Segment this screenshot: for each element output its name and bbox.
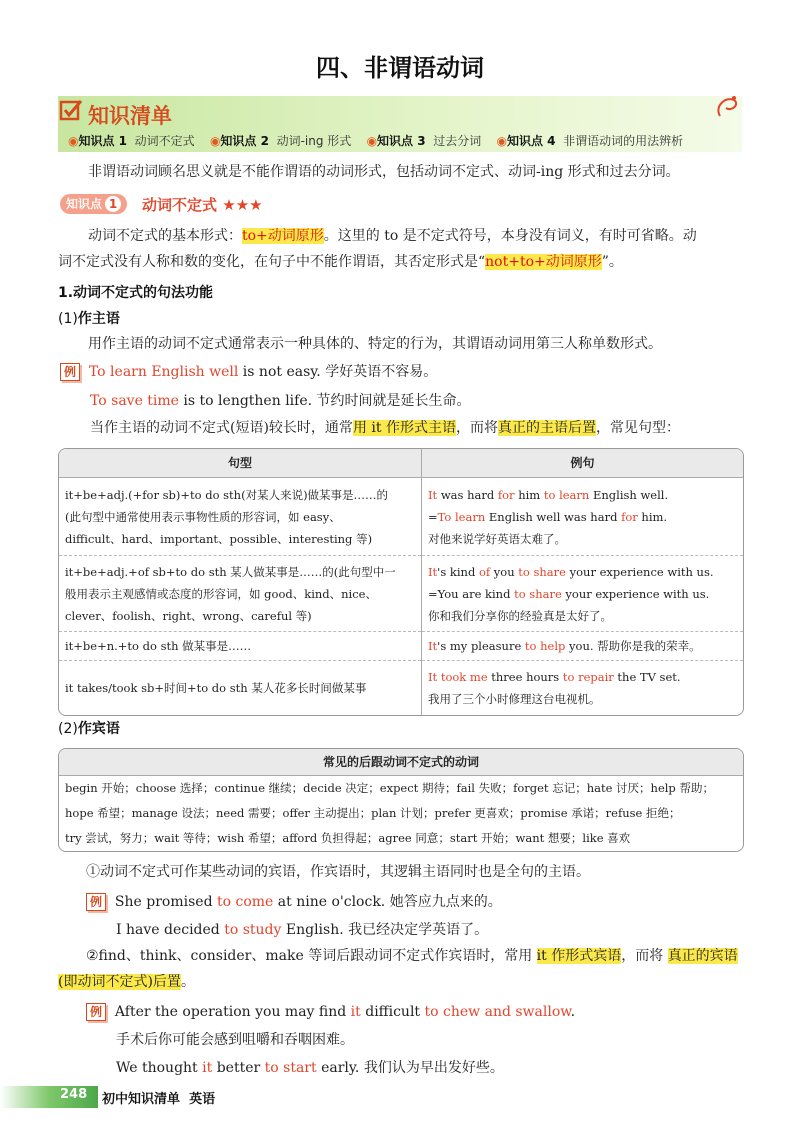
text: .: [570, 1004, 576, 1020]
box-header: 常见的后跟动词不定式的动词: [59, 749, 743, 776]
example-cell: [422, 478, 744, 556]
text: was hard: [437, 487, 498, 502]
example-line-1: [60, 360, 437, 384]
star-rating: ★★★: [222, 196, 263, 214]
text: your experience with us.: [561, 586, 710, 601]
text: English well.: [589, 487, 669, 502]
subsection-label: 作主语: [77, 311, 120, 327]
example-tag: 例: [86, 1003, 106, 1021]
text: ②find、think、consider、make 等词后跟动词不定式作宾语时，常用: [86, 948, 537, 964]
kp1-number: 1: [105, 196, 121, 212]
banner-title: 知识清单: [88, 104, 172, 128]
knowledge-points-row: ◉知识点 1 动词不定式 ◉知识点 2 动词-ing 形式 ◉知识点 3 过去分词 ◉知识点 4 非谓语动词的用法辨析: [68, 134, 684, 148]
highlight-formal-subject: 用 it 作形式主语: [352, 420, 456, 436]
red-text: It: [428, 564, 438, 579]
example-tag: 例: [60, 363, 80, 381]
example-line-3: [86, 890, 502, 914]
text: English well was hard: [485, 509, 622, 524]
red-text: It: [428, 487, 438, 502]
swirl-decoration-icon: [712, 92, 742, 122]
text: English. 我已经决定学英语了。: [281, 922, 489, 938]
page-number: 248: [60, 1087, 88, 1102]
text: ，常见句型：: [595, 420, 680, 436]
text: three hours: [487, 669, 563, 684]
text: him.: [637, 509, 668, 524]
text: 。这里的 to 是不定式符号，本身没有词义，有时可省略。动: [323, 228, 697, 244]
table-row: [59, 632, 743, 661]
text: ，而将: [621, 948, 668, 964]
text: is not easy. 学好英语不容易。: [238, 364, 438, 380]
example-cell: [422, 661, 744, 715]
long-subject-paragraph: [90, 416, 750, 440]
kp-text: 动词-ing 形式: [276, 134, 352, 148]
cell-line: [428, 506, 737, 528]
page-title: 四、非谓语动词: [316, 54, 484, 82]
checkmark-icon: [59, 98, 83, 122]
text: 。: [180, 974, 195, 990]
cell-line: [428, 561, 737, 583]
red-text: to start: [264, 1060, 317, 1076]
table-row: [59, 556, 743, 632]
text: After the operation you may find: [114, 1004, 351, 1020]
red-text: for: [621, 509, 638, 524]
text: =You are kind: [428, 586, 515, 601]
cell-line: [428, 666, 737, 688]
example-cell: [422, 556, 744, 632]
box-line: hope 希望；manage 设法；need 需要；offer 主动提出；plan 计划；prefer 更喜欢；promise 承诺；refuse 拒绝；: [65, 806, 681, 820]
text: 当作主语的动词不定式(短语)较长时，通常: [90, 420, 353, 436]
red-text: for: [497, 487, 515, 502]
intro-paragraph: 非谓语动词顾名思义就是不能作谓语的动词形式，包括动词不定式、动词-ing 形式和过去分词。: [88, 164, 680, 180]
example-line-2: [90, 389, 471, 413]
pattern-cell: [59, 632, 422, 661]
red-text: to chew and swallow: [424, 1004, 571, 1020]
book-title: 初中知识清单: [102, 1092, 181, 1107]
highlight-real-object: 真正的宾语: [667, 948, 738, 964]
kp-text: 动词不定式: [134, 134, 195, 148]
text: ，而将: [455, 420, 498, 436]
kp-label: 知识点 2: [220, 134, 269, 148]
red-text: to share: [514, 586, 562, 601]
cell-line: [428, 484, 737, 506]
text: 's my pleasure: [437, 639, 525, 653]
highlight-negative-form: not+to+动词原形: [485, 254, 602, 270]
kp1-title: [142, 194, 263, 215]
table-header: 例句: [422, 449, 744, 478]
text: early. 我们认为早出发好些。: [316, 1060, 504, 1076]
subsection-object: [58, 718, 120, 738]
kp-label: 知识点 4: [506, 134, 556, 148]
red-text: of: [478, 564, 491, 579]
object-rule-2-line1: [86, 944, 748, 968]
subject-description: 用作主语的动词不定式通常表示一种具体的、特定的行为，其谓语动词用第三人称单数形式。: [88, 336, 662, 352]
cell-line: 般用表示主观感情或态度的形容词，如 good、kind、nice、: [65, 586, 377, 601]
text: difficult: [360, 1004, 425, 1020]
red-text: to share: [518, 564, 566, 579]
example-cell: [422, 632, 744, 661]
text: at nine o'clock. 她答应九点来的。: [273, 894, 502, 910]
subsection-number: (1): [58, 311, 78, 327]
example-line-4: [116, 918, 488, 942]
section-heading-1: 1.动词不定式的句法功能: [58, 285, 214, 301]
kp1-badge: [60, 194, 127, 214]
text: ”。: [601, 254, 623, 270]
cell-line: [428, 635, 737, 657]
red-text: to help: [524, 639, 566, 653]
kp-text: 非谓语动词的用法辨析: [563, 134, 684, 148]
pattern-cell: [59, 661, 422, 715]
text: I have decided: [116, 922, 225, 938]
form-paragraph-line2: [58, 250, 748, 274]
text: him: [514, 487, 544, 502]
common-verbs-box: [58, 748, 744, 852]
red-text: to learn: [543, 487, 590, 502]
red-text: To learn English well: [88, 364, 239, 380]
cell-line: (此句型中通常使用表示事物性质的形容词，如 easy、: [65, 509, 341, 524]
cell-line: 我用了三个小时修理这台电视机。: [428, 691, 601, 706]
subsection-label: 作宾语: [77, 721, 120, 737]
text: =: [428, 509, 438, 524]
text: 's kind: [437, 564, 479, 579]
cell-line: 你和我们分享你的经验真是太好了。: [428, 608, 612, 623]
subsection-subject: [58, 308, 120, 328]
table-header: 句型: [59, 449, 422, 478]
highlight-real-object: (即动词不定式)后置: [58, 974, 181, 990]
red-text: to come: [216, 894, 274, 910]
text: We thought: [116, 1060, 203, 1076]
cell-line: it+be+adj.+of sb+to do sth 某人做某事是……的(此句型中一: [65, 564, 396, 579]
kp-label: 知识点 1: [78, 134, 128, 148]
text: your experience with us.: [565, 564, 714, 579]
example-line-6: [116, 1056, 504, 1080]
kp1-title-text: 动词不定式: [142, 196, 218, 214]
highlight-real-subject: 真正的主语后置: [497, 420, 596, 436]
subject-name: 英语: [189, 1092, 216, 1107]
highlight-base-form: to+动词原形: [242, 228, 324, 244]
box-line: try 尝试，努力；wait 等待；wish 希望；afford 负担得起；agree 同意；start 开始；want 想要；like 喜欢: [65, 831, 631, 845]
red-text: To learn: [437, 509, 486, 524]
red-text: It took me: [428, 669, 488, 684]
highlight-formal-object: it 作形式宾语: [536, 948, 622, 964]
text: 动词不定式的基本形式：: [88, 228, 242, 244]
table-row: [59, 478, 743, 556]
red-text: to repair: [562, 669, 614, 684]
cell-line: it+be+adj.(+for sb)+to do sth(对某人来说)做某事是……的: [65, 487, 389, 502]
pattern-cell: [59, 478, 422, 556]
text: you: [490, 564, 519, 579]
cell-line: clever、foolish、right、wrong、careful 等): [65, 608, 312, 623]
red-text: It: [428, 639, 438, 653]
cell-line: [428, 583, 737, 605]
kp-text: 过去分词: [433, 134, 482, 148]
form-paragraph-line1: [88, 224, 748, 248]
kp-label: 知识点 3: [377, 134, 426, 148]
table-row: [59, 661, 743, 715]
footer-title: [102, 1088, 215, 1107]
cell-line: difficult、hard、important、possible、interesting 等): [65, 531, 373, 546]
box-line: begin 开始；choose 选择；continue 继续；decide 决定；expect 期待；fail 失败；forget 忘记；hate 讨厌；help 帮助；: [65, 781, 714, 795]
example-line-5: [86, 1000, 575, 1024]
example-tag: 例: [86, 893, 106, 911]
text: is to lengthen life. 节约时间就是延长生命。: [178, 393, 471, 409]
cell-line: it takes/took sb+时间+to do sth 某人花多长时间做某事: [65, 680, 367, 695]
subsection-number: (2): [58, 721, 78, 737]
kp1-badge-label: 知识点: [66, 197, 103, 211]
text: 词不定式没有人称和数的变化，在句子中不能作谓语，其否定形式是“: [58, 254, 486, 270]
text: the TV set.: [613, 669, 681, 684]
red-text: it: [350, 1004, 361, 1020]
cell-line: it+be+n.+to do sth 做某事是……: [65, 639, 252, 653]
object-rule-1: ①动词不定式可作某些动词的宾语，作宾语时，其逻辑主语同时也是全句的主语。: [86, 864, 590, 880]
example-line-5-translation: 手术后你可能会感到咀嚼和吞咽困难。: [116, 1032, 354, 1048]
cell-line: 对他来说学好英语太难了。: [428, 531, 566, 546]
red-text: to study: [224, 922, 282, 938]
red-text: To save time: [90, 393, 179, 409]
object-rule-2-line2: [58, 970, 195, 994]
pattern-cell: [59, 556, 422, 632]
sentence-pattern-table: [58, 448, 744, 716]
text: better: [212, 1060, 265, 1076]
red-text: it: [202, 1060, 213, 1076]
text: you. 帮助你是我的荣幸。: [565, 639, 701, 653]
text: She promised: [114, 894, 217, 910]
